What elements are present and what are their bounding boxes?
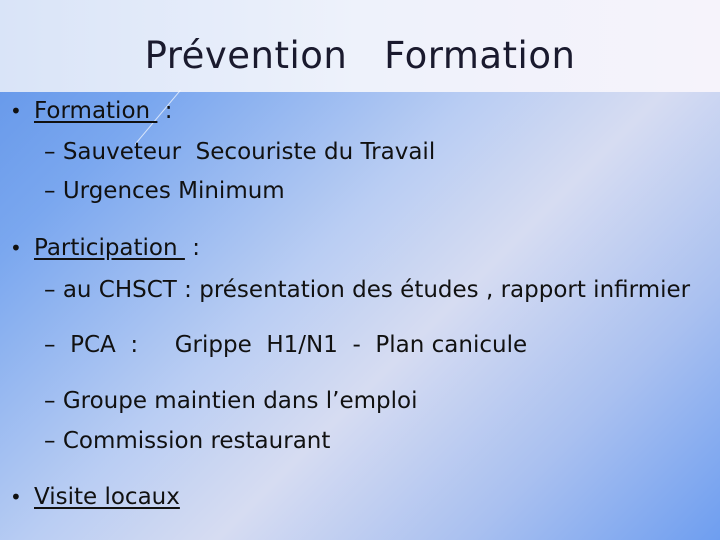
heading-visite-locaux-label: Visite locaux <box>34 484 180 510</box>
dash: – <box>44 332 56 358</box>
sub-item-text: Groupe maintien dans l’emploi <box>62 388 418 414</box>
heading-formation <box>34 100 172 123</box>
heading-formation-colon: : <box>157 98 173 124</box>
dash: – <box>44 139 56 165</box>
heading-participation <box>34 237 200 260</box>
heading-participation-colon: : <box>184 235 200 261</box>
slide-title: Prévention Formation <box>144 34 576 77</box>
sub-item-sst <box>44 141 435 164</box>
sub-item-text: au CHSCT : présentation des études , rapport infirmier <box>62 277 691 303</box>
sub-item-commission <box>44 430 330 453</box>
sub-item-chsct <box>44 279 690 302</box>
sub-item-urgences <box>44 180 285 203</box>
heading-visite-locaux <box>34 486 180 509</box>
dash: – <box>44 277 56 303</box>
dash: – <box>44 178 56 204</box>
sub-item-text: Sauveteur Secouriste du Travail <box>62 139 436 165</box>
dash: – <box>44 388 56 414</box>
dash: – <box>44 428 56 454</box>
sub-item-text: PCA : Grippe H1/N1 - Plan canicule <box>62 332 528 358</box>
bullet: • <box>10 236 22 260</box>
heading-participation-label: Participation <box>34 235 185 261</box>
sub-item-text: Urgences Minimum <box>62 178 285 204</box>
bullet: • <box>10 485 22 509</box>
sub-item-groupe <box>44 390 417 413</box>
bullet: • <box>10 99 22 123</box>
sub-item-pca <box>44 334 527 357</box>
heading-formation-label: Formation <box>34 98 158 124</box>
sub-item-text: Commission restaurant <box>62 428 331 454</box>
